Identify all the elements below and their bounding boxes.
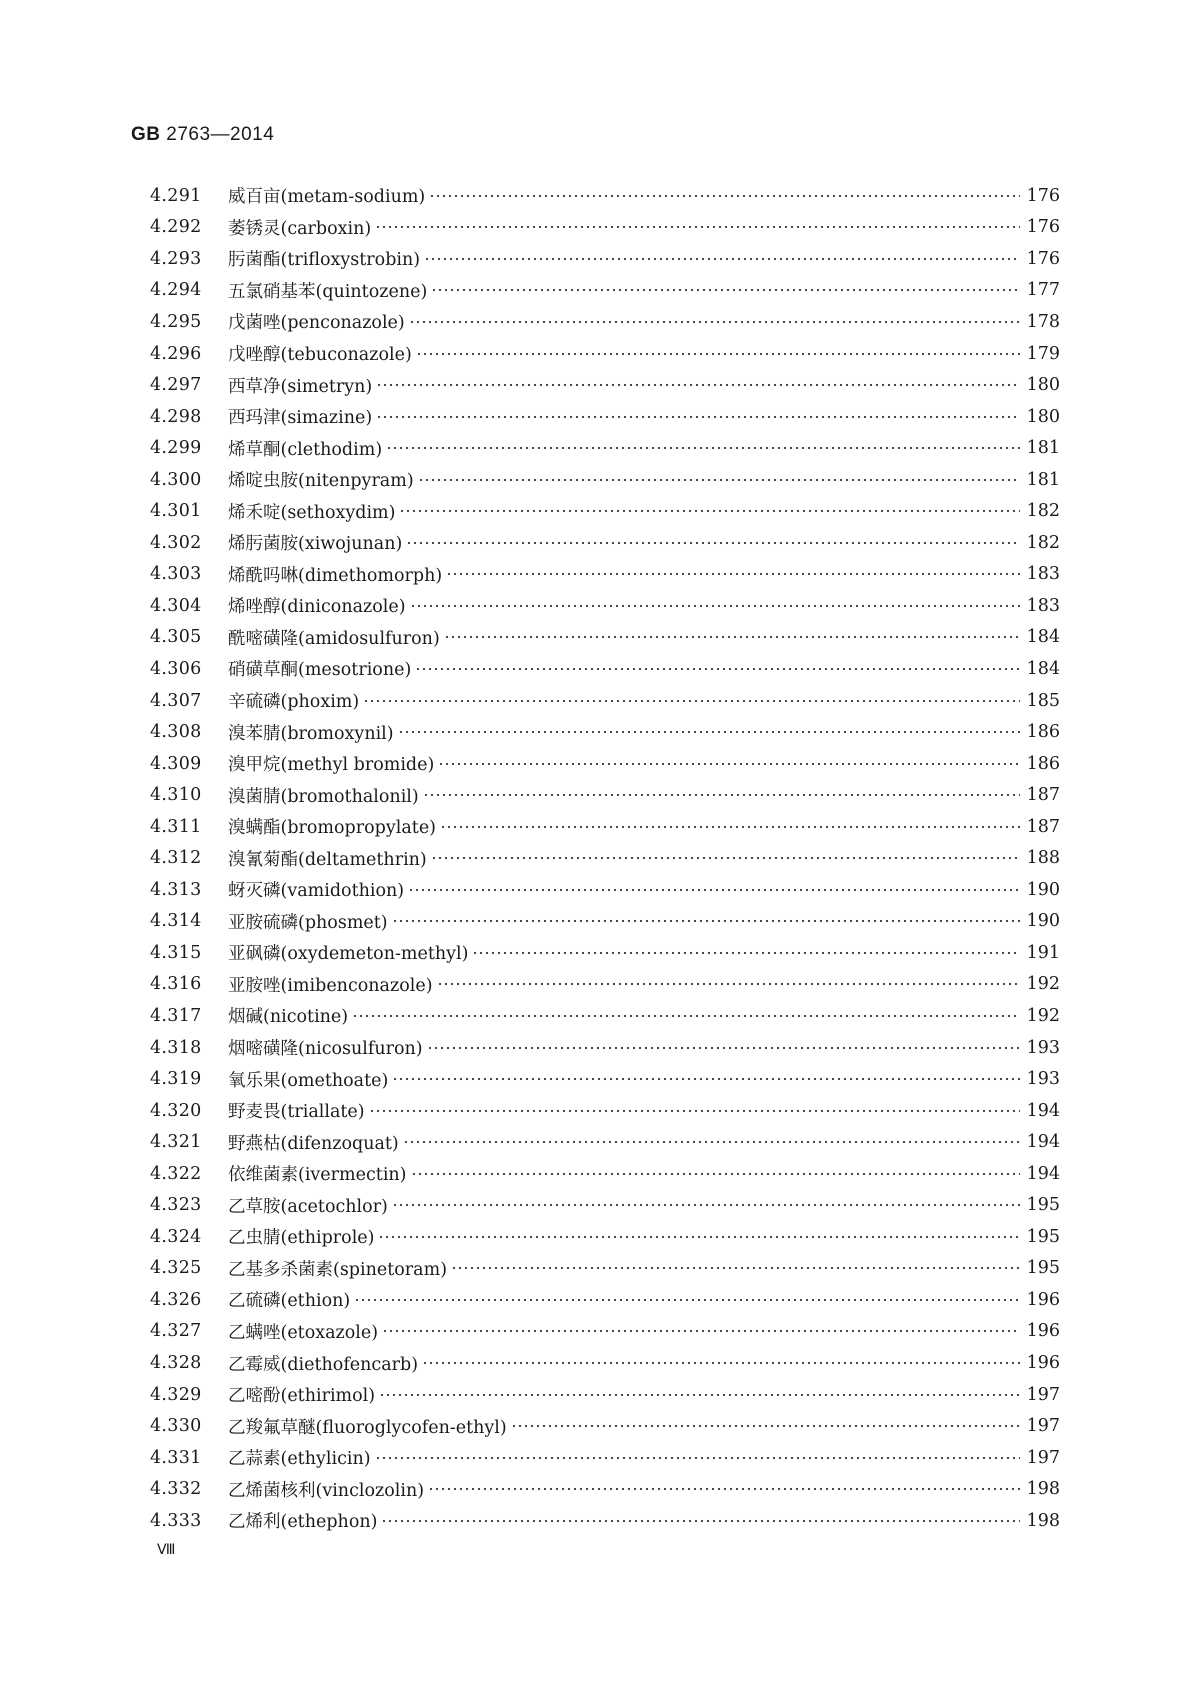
dot-leader [438, 759, 1020, 769]
entry-title: 溴氰菊酯(deltamethrin) [228, 849, 427, 870]
toc-entry[interactable] [150, 811, 1060, 843]
dot-leader [379, 1390, 1020, 1400]
entry-page: 192 [1026, 1005, 1060, 1026]
entry-title: 烯唑醇(diniconazole) [228, 597, 406, 618]
entry-page: 176 [1026, 185, 1060, 206]
toc-entry[interactable] [150, 559, 1060, 591]
standard-code: GB [131, 124, 161, 145]
toc-entry[interactable] [150, 306, 1060, 338]
entry-title: 萎锈灵(carboxin) [228, 218, 372, 239]
entry-number: 4.308 [150, 722, 202, 743]
toc-entry[interactable] [150, 527, 1060, 559]
toc-entry[interactable] [150, 1284, 1060, 1316]
entry-title: 依维菌素(ivermectin) [228, 1165, 407, 1186]
entry-page: 179 [1026, 343, 1060, 364]
entry-title: 溴苯腈(bromoxynil) [228, 723, 394, 744]
entry-title: 野麦畏(triallate) [228, 1102, 365, 1123]
toc-entry[interactable] [150, 1253, 1060, 1285]
entry-page: 193 [1026, 1069, 1060, 1090]
entry-number: 4.292 [150, 217, 202, 238]
dot-leader [446, 569, 1020, 579]
entry-number: 4.307 [150, 690, 202, 711]
entry-title: 辛硫磷(phoxim) [228, 692, 360, 713]
entry-title: 西草净(simetryn) [228, 376, 373, 397]
entry-title: 烯禾啶(sethoxydim) [228, 502, 396, 523]
dot-leader [440, 822, 1020, 832]
toc-entry[interactable] [150, 937, 1060, 969]
entry-number: 4.322 [150, 1163, 202, 1184]
toc-entry[interactable] [150, 1095, 1060, 1127]
toc-entry[interactable] [150, 369, 1060, 401]
entry-title: 烯酰吗啉(dimethomorph) [228, 565, 443, 586]
entry-page: 193 [1026, 1037, 1060, 1058]
dot-leader [431, 285, 1020, 295]
dot-leader [472, 948, 1020, 958]
dot-leader [428, 1484, 1020, 1494]
entry-page: 196 [1026, 1289, 1060, 1310]
entry-title: 乙螨唑(etoxazole) [228, 1322, 379, 1343]
dot-leader [424, 254, 1020, 264]
entry-number: 4.317 [150, 1005, 202, 1026]
entry-page: 197 [1026, 1416, 1060, 1437]
entry-page: 185 [1026, 690, 1060, 711]
entry-number: 4.321 [150, 1132, 202, 1153]
entry-title: 乙烯利(ethephon) [228, 1512, 378, 1533]
entry-page: 188 [1026, 848, 1060, 869]
entry-page: 181 [1026, 438, 1060, 459]
entry-page: 192 [1026, 974, 1060, 995]
toc-entry[interactable] [150, 464, 1060, 496]
dot-leader [354, 1295, 1020, 1305]
dot-leader [408, 885, 1020, 895]
entry-title: 溴菌腈(bromothalonil) [228, 786, 419, 807]
entry-page: 176 [1026, 248, 1060, 269]
dot-leader [431, 853, 1020, 863]
entry-number: 4.296 [150, 343, 202, 364]
toc-entry[interactable] [150, 1316, 1060, 1348]
entry-page: 178 [1026, 311, 1060, 332]
page-number-footer: Ⅷ [157, 1541, 176, 1557]
dot-leader [382, 1326, 1020, 1336]
entry-page: 196 [1026, 1321, 1060, 1342]
entry-title: 烟嘧磺隆(nicosulfuron) [228, 1039, 423, 1060]
dot-leader [378, 1232, 1020, 1242]
toc-entry[interactable] [150, 590, 1060, 622]
entry-number: 4.313 [150, 879, 202, 900]
entry-number: 4.295 [150, 311, 202, 332]
entry-page: 180 [1026, 375, 1060, 396]
entry-page: 183 [1026, 564, 1060, 585]
toc-entry[interactable] [150, 495, 1060, 527]
toc-entry[interactable] [150, 1221, 1060, 1253]
entry-page: 186 [1026, 722, 1060, 743]
entry-title: 野燕枯(difenzoquat) [228, 1133, 399, 1154]
dot-leader [399, 506, 1020, 516]
entry-number: 4.333 [150, 1510, 202, 1531]
entry-number: 4.298 [150, 406, 202, 427]
entry-page: 191 [1026, 942, 1060, 963]
entry-page: 187 [1026, 816, 1060, 837]
entry-number: 4.330 [150, 1416, 202, 1437]
dot-leader [416, 349, 1020, 359]
entry-number: 4.297 [150, 375, 202, 396]
entry-number: 4.324 [150, 1226, 202, 1247]
entry-title: 烯草酮(clethodim) [228, 439, 383, 460]
entry-page: 194 [1026, 1163, 1060, 1184]
toc-entry[interactable] [150, 1126, 1060, 1158]
entry-page: 190 [1026, 911, 1060, 932]
toc-entry[interactable] [150, 1473, 1060, 1505]
table-of-contents [150, 180, 1060, 1537]
dot-leader [375, 222, 1020, 232]
toc-entry[interactable] [150, 716, 1060, 748]
entry-number: 4.312 [150, 848, 202, 869]
entry-page: 176 [1026, 217, 1060, 238]
entry-title: 烟碱(nicotine) [228, 1007, 349, 1028]
dot-leader [418, 475, 1020, 485]
entry-number: 4.329 [150, 1384, 202, 1405]
toc-entry[interactable] [150, 906, 1060, 938]
dot-leader [376, 380, 1020, 390]
toc-entry[interactable] [150, 842, 1060, 874]
entry-title: 肟菌酯(trifloxystrobin) [228, 250, 421, 271]
dot-leader [386, 443, 1020, 453]
entry-page: 182 [1026, 532, 1060, 553]
entry-page: 183 [1026, 595, 1060, 616]
toc-entry[interactable] [150, 432, 1060, 464]
entry-number: 4.325 [150, 1258, 202, 1279]
toc-entry[interactable] [150, 1379, 1060, 1411]
entry-page: 198 [1026, 1479, 1060, 1500]
dot-leader [363, 696, 1020, 706]
dot-leader [429, 191, 1020, 201]
entry-title: 乙霉威(diethofencarb) [228, 1354, 419, 1375]
entry-page: 194 [1026, 1100, 1060, 1121]
toc-entry[interactable] [150, 1410, 1060, 1442]
entry-title: 蚜灭磷(vamidothion) [228, 881, 405, 902]
entry-title: 亚胺唑(imibenconazole) [228, 975, 433, 996]
document-header [131, 124, 274, 146]
entry-title: 酰嘧磺隆(amidosulfuron) [228, 628, 440, 649]
entry-title: 亚砜磷(oxydemeton-methyl) [228, 944, 469, 965]
entry-page: 197 [1026, 1447, 1060, 1468]
toc-entry[interactable] [150, 622, 1060, 654]
dot-leader [451, 1263, 1020, 1273]
entry-number: 4.311 [150, 816, 202, 837]
entry-number: 4.301 [150, 501, 202, 522]
dot-leader [403, 1137, 1020, 1147]
entry-page: 196 [1026, 1353, 1060, 1373]
entry-number: 4.303 [150, 564, 202, 585]
toc-entry[interactable] [150, 1505, 1060, 1537]
toc-entry[interactable] [150, 243, 1060, 275]
dot-leader [375, 1453, 1020, 1463]
dot-leader [422, 1358, 1020, 1368]
entry-page: 184 [1026, 658, 1060, 679]
entry-title: 氧乐果(omethoate) [228, 1070, 389, 1091]
entry-number: 4.323 [150, 1195, 202, 1216]
entry-number: 4.314 [150, 911, 202, 932]
toc-entry[interactable] [150, 1000, 1060, 1032]
entry-page: 187 [1026, 785, 1060, 806]
toc-entry[interactable] [150, 874, 1060, 906]
dot-leader [352, 1011, 1020, 1021]
dot-leader [511, 1421, 1020, 1431]
dot-leader [398, 727, 1020, 737]
dot-leader [410, 601, 1020, 611]
entry-title: 戊菌唑(penconazole) [228, 313, 405, 334]
dot-leader [392, 916, 1020, 926]
entry-page: 190 [1026, 879, 1060, 900]
entry-title: 乙虫腈(ethiprole) [228, 1228, 375, 1249]
entry-number: 4.328 [150, 1353, 202, 1373]
entry-number: 4.291 [150, 185, 202, 206]
entry-page: 194 [1026, 1132, 1060, 1153]
toc-entry[interactable] [150, 275, 1060, 307]
toc-entry[interactable] [150, 1032, 1060, 1064]
entry-page: 198 [1026, 1510, 1060, 1531]
dot-leader [376, 412, 1020, 422]
entry-number: 4.293 [150, 248, 202, 269]
dot-leader [406, 538, 1020, 548]
toc-entry[interactable] [150, 1190, 1060, 1222]
entry-number: 4.304 [150, 595, 202, 616]
entry-number: 4.309 [150, 753, 202, 774]
dot-leader [409, 317, 1020, 327]
entry-title: 乙草胺(acetochlor) [228, 1196, 388, 1217]
entry-title: 西玛津(simazine) [228, 408, 373, 429]
entry-page: 186 [1026, 753, 1060, 774]
toc-entry[interactable] [150, 1063, 1060, 1095]
toc-entry[interactable] [150, 779, 1060, 811]
entry-number: 4.318 [150, 1037, 202, 1058]
entry-title: 溴甲烷(methyl bromide) [228, 755, 435, 776]
entry-title: 乙嘧酚(ethirimol) [228, 1386, 376, 1407]
entry-page: 182 [1026, 501, 1060, 522]
dot-leader [415, 664, 1020, 674]
dot-leader [427, 1043, 1020, 1053]
entry-number: 4.294 [150, 280, 202, 301]
entry-title: 威百亩(metam-sodium) [228, 187, 426, 208]
entry-title: 溴螨酯(bromopropylate) [228, 818, 437, 839]
toc-entry[interactable] [150, 748, 1060, 780]
entry-page: 181 [1026, 469, 1060, 490]
entry-title: 乙烯菌核利(vinclozolin) [228, 1480, 425, 1501]
entry-number: 4.305 [150, 627, 202, 648]
entry-number: 4.326 [150, 1289, 202, 1310]
dot-leader [437, 979, 1020, 989]
entry-title: 乙羧氟草醚(fluoroglycofen-ethyl) [228, 1417, 507, 1438]
entry-page: 197 [1026, 1384, 1060, 1405]
entry-number: 4.332 [150, 1479, 202, 1500]
toc-entry[interactable] [150, 212, 1060, 244]
entry-title: 乙基多杀菌素(spinetoram) [228, 1259, 448, 1280]
entry-title: 乙蒜素(ethylicin) [228, 1449, 371, 1470]
entry-title: 烯啶虫胺(nitenpyram) [228, 471, 414, 492]
toc-entry[interactable] [150, 685, 1060, 717]
entry-number: 4.320 [150, 1100, 202, 1121]
entry-page: 195 [1026, 1226, 1060, 1247]
entry-number: 4.315 [150, 942, 202, 963]
entry-title: 烯肟菌胺(xiwojunan) [228, 534, 403, 555]
entry-title: 五氯硝基苯(quintozene) [228, 281, 428, 302]
dot-leader [392, 1074, 1020, 1084]
entry-number: 4.306 [150, 658, 202, 679]
entry-number: 4.331 [150, 1447, 202, 1468]
dot-leader [369, 1106, 1020, 1116]
toc-entry[interactable] [150, 969, 1060, 1001]
entry-number: 4.299 [150, 438, 202, 459]
toc-entry[interactable] [150, 180, 1060, 212]
entry-page: 180 [1026, 406, 1060, 427]
toc-entry[interactable] [150, 401, 1060, 433]
toc-entry[interactable] [150, 1442, 1060, 1474]
toc-entry[interactable] [150, 1347, 1060, 1379]
entry-page: 195 [1026, 1195, 1060, 1216]
entry-page: 184 [1026, 627, 1060, 648]
dot-leader [381, 1516, 1020, 1526]
dot-leader [411, 1169, 1020, 1179]
entry-page: 195 [1026, 1258, 1060, 1279]
dot-leader [392, 1200, 1020, 1210]
entry-number: 4.327 [150, 1321, 202, 1342]
entry-number: 4.300 [150, 469, 202, 490]
entry-title: 乙硫磷(ethion) [228, 1291, 351, 1312]
toc-entry[interactable] [150, 1158, 1060, 1190]
entry-title: 硝磺草酮(mesotrione) [228, 660, 412, 681]
toc-entry[interactable] [150, 653, 1060, 685]
dot-leader [444, 632, 1020, 642]
dot-leader [423, 790, 1020, 800]
standard-number: 2763—2014 [166, 124, 275, 145]
entry-title: 戊唑醇(tebuconazole) [228, 345, 412, 365]
entry-number: 4.302 [150, 532, 202, 553]
entry-number: 4.319 [150, 1069, 202, 1090]
entry-number: 4.316 [150, 974, 202, 995]
entry-number: 4.310 [150, 785, 202, 806]
toc-entry[interactable] [150, 338, 1060, 370]
entry-title: 亚胺硫磷(phosmet) [228, 912, 388, 933]
entry-page: 177 [1026, 280, 1060, 301]
